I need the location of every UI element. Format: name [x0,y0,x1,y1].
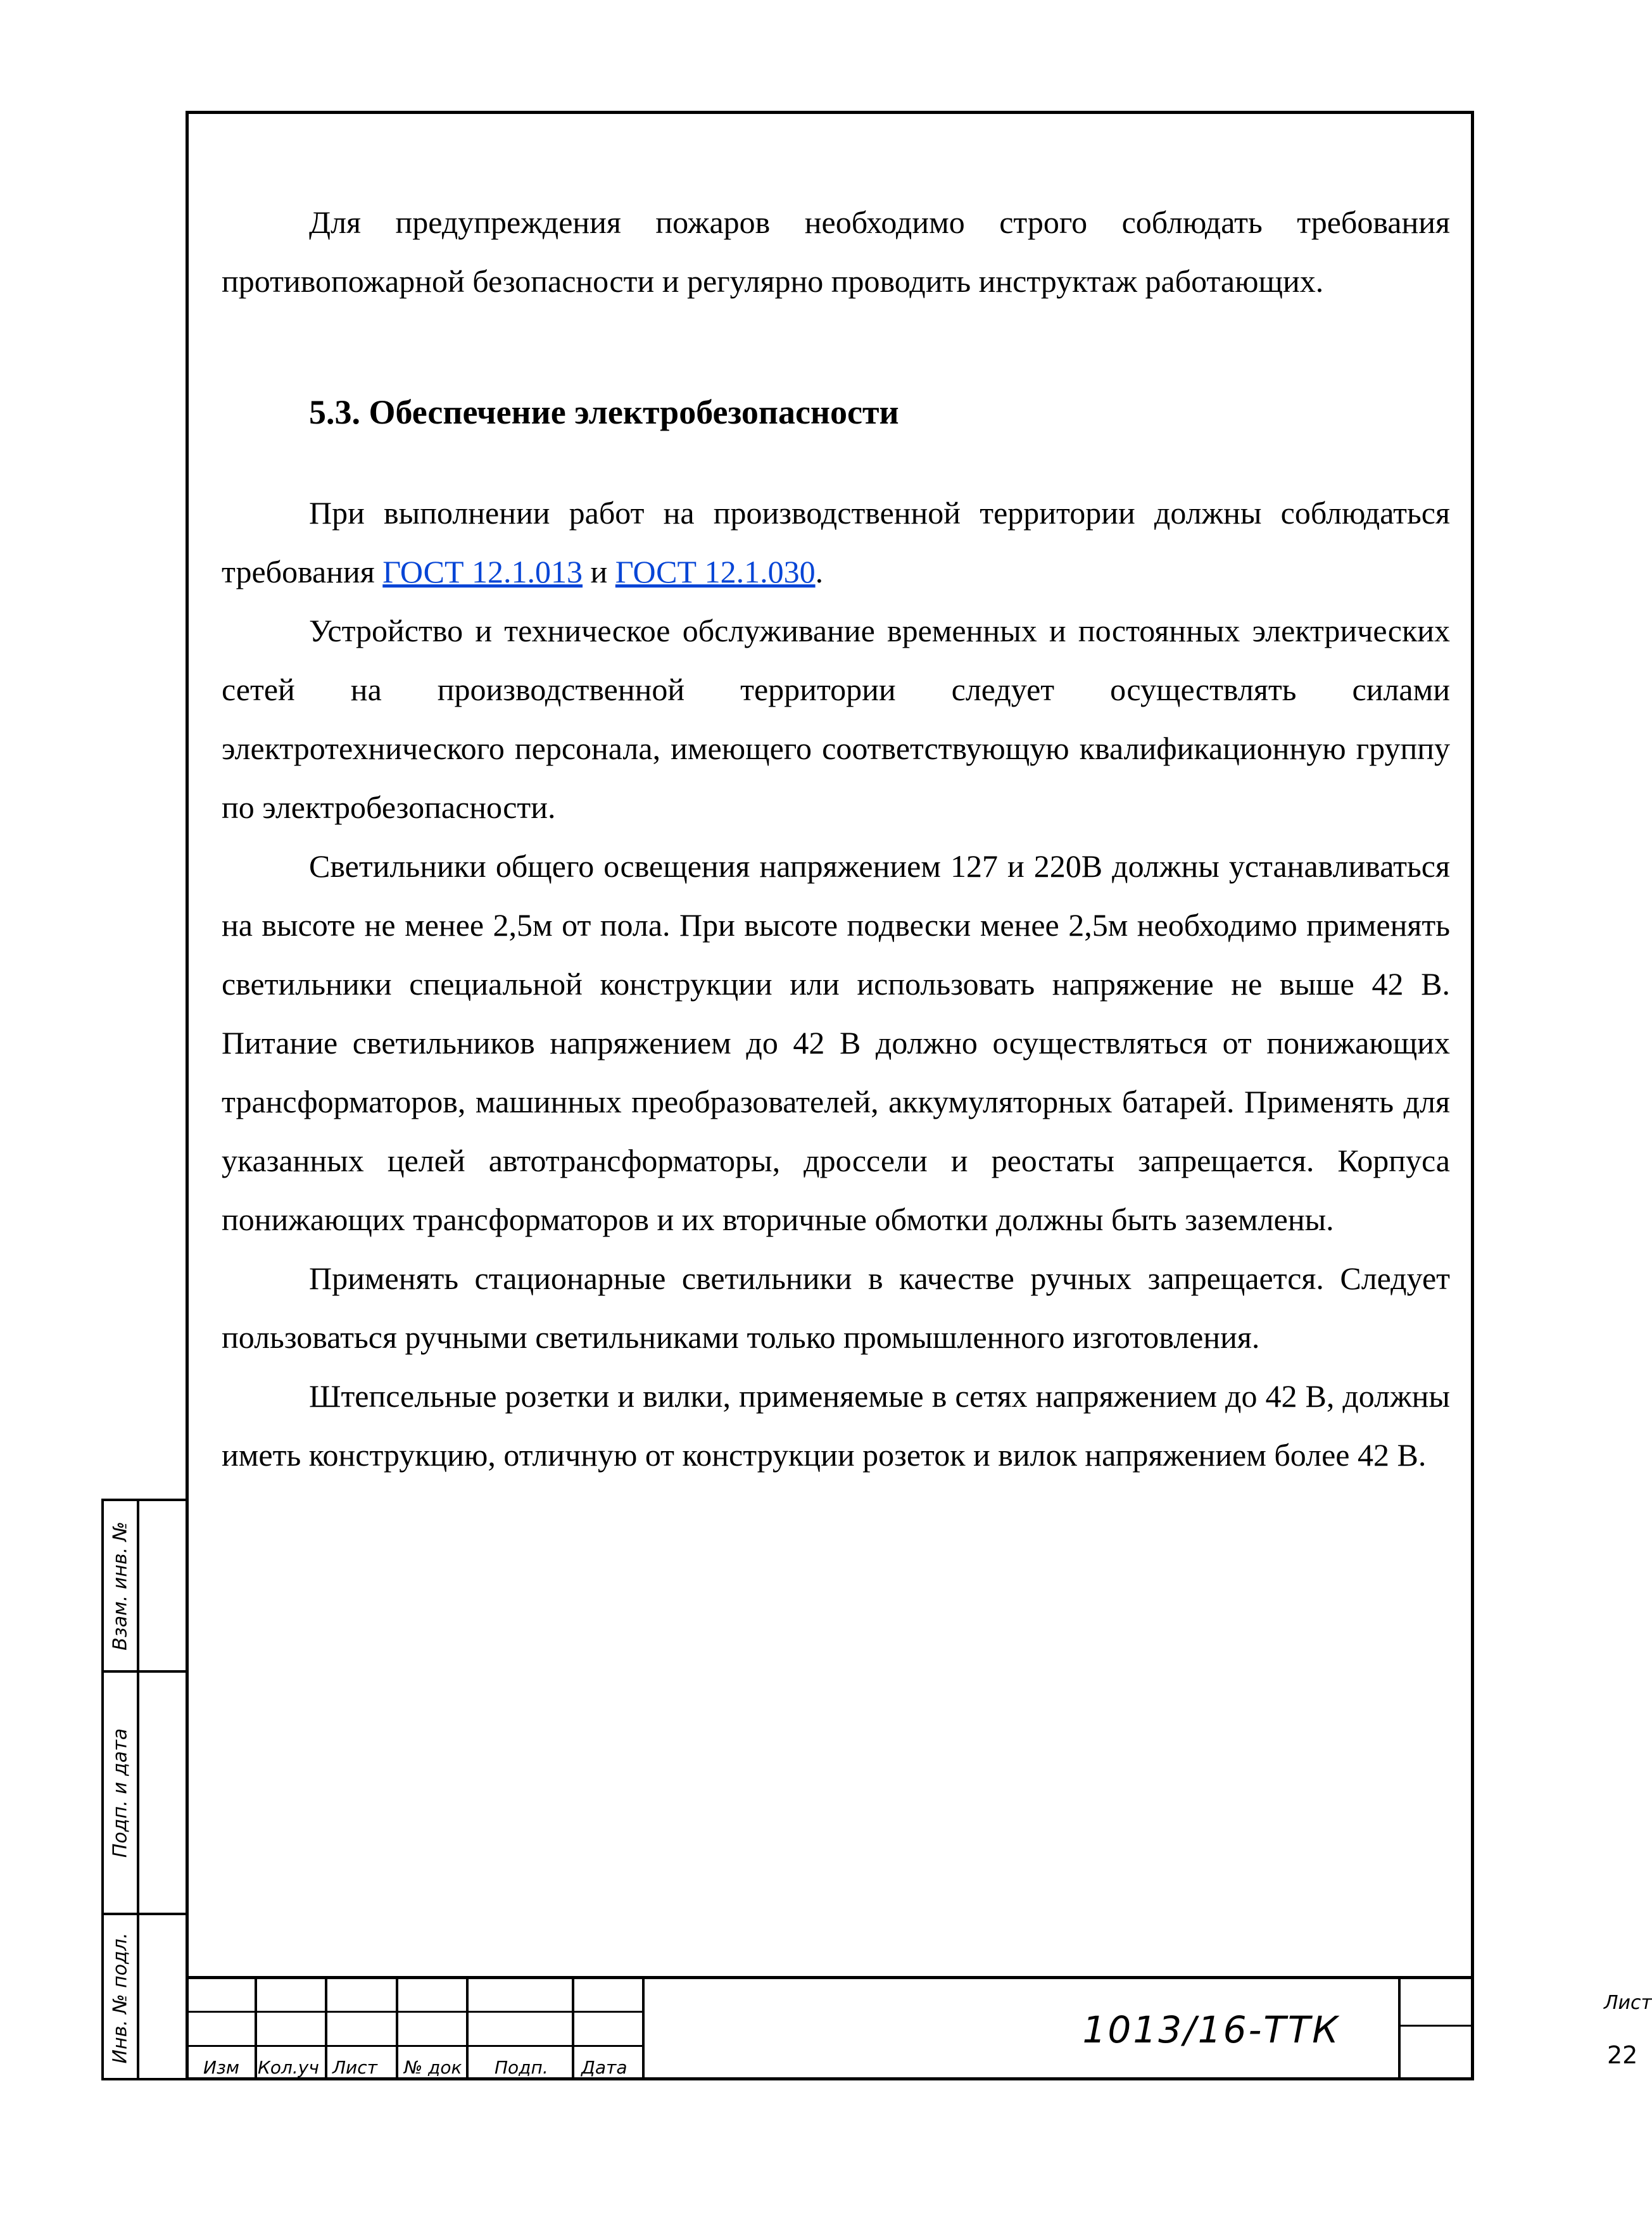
sheet-label: Лист [1604,1992,1652,2014]
side-label-podp: Подп. и дата [109,1728,132,1858]
divider [642,1979,645,2080]
text-segment: При выполнении работ на производственной территории должны соблюдаться требования [222,495,1450,589]
document-body [222,193,1450,1485]
col-n-dok: № док [404,2057,462,2078]
side-cell-vzam [104,1501,188,1673]
title-block [186,1976,1652,2080]
section-heading: 5.3. Обеспечение электробезопасности [309,393,899,431]
col-data: Дата [581,2057,627,2078]
divider [255,1979,257,2080]
paragraph-electrical-networks: Устройство и техническое обслуживание временных и постоянных электрических сетей на производственной территории следует осуществлять силами электротехнического персонала, имеющего соответствующую квалификационную группу по электробезопасности. [222,613,1450,825]
row-line [186,2011,642,2013]
divider [466,1979,469,2080]
paragraph-hand-lamps: Применять стационарные светильники в качестве ручных запрещается. Следует пользоваться ручными светильниками только промышленного изготовления. [222,1261,1450,1355]
col-izm: Изм [203,2057,239,2078]
side-cell-inv [104,1915,188,2080]
gost-12-1-013-link[interactable]: ГОСТ 12.1.013 [382,554,583,589]
row-line [186,2045,642,2047]
side-stamp [101,1499,186,2080]
divider [572,1979,574,2080]
text-segment: . [815,554,824,589]
divider [325,1979,327,2080]
paragraph-lighting: Светильники общего освещения напряжением 127 и 220В должны устанавливаться на высоте не менее 2,5м от пола. При высоте подвески менее 2,5м необходимо применять светильники специальной конструкции или использовать напряжение не выше 42 В. Питание светильников напряжением до 42 В должно осуществляться от понижающих трансформаторов, машинных преобразователей, аккумуляторных батарей. Применять для указанных целей автотрансформаторы, дроссели и реостаты запрещается. Корпуса понижающих трансформаторов и их вторичные обмотки должны быть заземлены. [222,848,1450,1237]
gost-12-1-030-link[interactable]: ГОСТ 12.1.030 [615,554,816,589]
divider [396,1979,398,2080]
side-label-inv: Инв. № подл. [109,1932,132,2063]
side-label-vzam: Взам. инв. № [109,1521,132,1651]
sheet-number: 22 [1607,2041,1638,2069]
side-cell-podp [104,1673,188,1915]
document-code: 1013/16-ТТК [1082,2008,1340,2051]
col-list: Лист [332,2057,377,2078]
paragraph-fire-safety: Для предупреждения пожаров необходимо строго соблюдать требования противопожарной безопасности и регулярно проводить инструктаж работающих. [222,204,1450,299]
text-segment: и [583,554,615,589]
paragraph-gost-requirements [222,484,1450,601]
col-kol-uch: Кол.уч [258,2057,319,2078]
paragraph-plugs-sockets: Штепсельные розетки и вилки, применяемые в сетях напряжением до 42 В, должны иметь конструкцию, отличную от конструкции розеток и вилок напряжением более 42 В. [222,1378,1450,1473]
col-podp: Подп. [495,2057,548,2078]
